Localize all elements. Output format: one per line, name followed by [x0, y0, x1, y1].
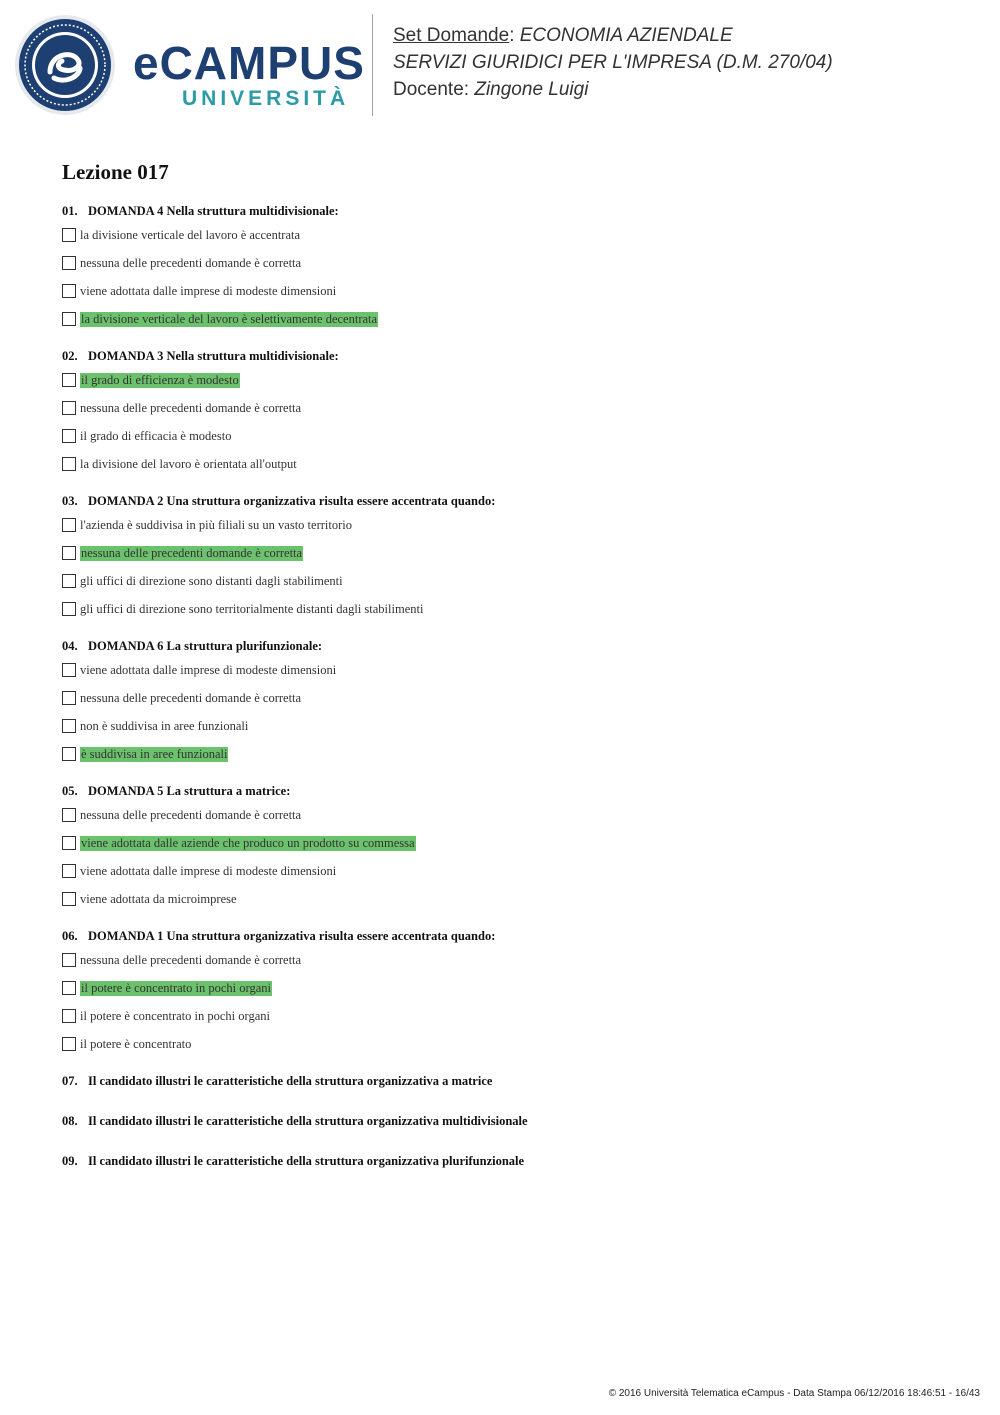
answer-checkbox[interactable]	[62, 1009, 76, 1023]
question-text: DOMANDA 5 La struttura a matrice:	[88, 784, 291, 798]
answer-text: nessuna delle precedenti domande è corretta	[80, 952, 302, 967]
question-title	[62, 346, 962, 366]
page-header	[0, 0, 1000, 130]
teacher-line: Docente: Zingone Luigi	[393, 79, 589, 100]
brand-subtitle: UNIVERSITÀ	[182, 87, 350, 110]
teacher-label: Docente	[393, 79, 464, 100]
answer-text: nessuna delle precedenti domande è corretta	[80, 807, 302, 822]
question-text: DOMANDA 4 Nella struttura multidivisionale:	[88, 204, 339, 218]
answer-option[interactable]	[62, 801, 962, 829]
answer-checkbox[interactable]	[62, 953, 76, 967]
header-divider	[372, 14, 373, 116]
question-title	[62, 491, 962, 511]
open-question	[62, 1071, 962, 1091]
answer-checkbox[interactable]	[62, 981, 76, 995]
correct-answer-text: il potere è concentrato in pochi organi	[81, 980, 271, 995]
question-text: Il candidato illustri le caratteristiche della struttura organizzativa multidivisionale	[88, 1114, 528, 1128]
multiple-choice-list	[62, 201, 962, 1058]
answer-text: viene adottata dalle imprese di modeste dimensioni	[80, 662, 337, 677]
answer-text: il potere è concentrato in pochi organi	[80, 1008, 270, 1023]
course-name: ECONOMIA AZIENDALE	[519, 25, 733, 46]
answer-checkbox[interactable]	[62, 457, 76, 471]
question-block	[62, 201, 962, 333]
correct-answer-text: il grado di efficienza è modesto	[81, 372, 239, 387]
answer-checkbox[interactable]	[62, 602, 76, 616]
question-text: Il candidato illustri le caratteristiche della struttura organizzativa a matrice	[88, 1074, 493, 1088]
answer-option[interactable]	[62, 946, 962, 974]
answer-option[interactable]	[62, 422, 962, 450]
answer-option[interactable]	[62, 567, 962, 595]
question-number: 04.	[62, 639, 78, 653]
answer-checkbox[interactable]	[62, 401, 76, 415]
answer-text: l'azienda è suddivisa in più filiali su un vasto territorio	[80, 517, 352, 532]
answer-checkbox[interactable]	[62, 892, 76, 906]
program-line	[393, 49, 833, 76]
answer-text: viene adottata da microimprese	[80, 891, 237, 906]
answer-text: gli uffici di direzione sono territorialmente distanti dagli stabilimenti	[80, 601, 424, 616]
answer-option[interactable]	[62, 974, 962, 1002]
answer-checkbox[interactable]	[62, 546, 76, 560]
answer-text: la divisione verticale del lavoro è accentrata	[80, 227, 301, 242]
question-title	[62, 926, 962, 946]
answer-option[interactable]	[62, 394, 962, 422]
answer-checkbox[interactable]	[62, 284, 76, 298]
answer-checkbox[interactable]	[62, 836, 76, 850]
answer-option[interactable]	[62, 511, 962, 539]
answer-checkbox[interactable]	[62, 719, 76, 733]
questions-container	[62, 201, 962, 1191]
answer-option[interactable]	[62, 740, 962, 768]
answer-option[interactable]	[62, 249, 962, 277]
question-text: Il candidato illustri le caratteristiche della struttura organizzativa plurifunzionale	[88, 1154, 525, 1168]
answer-checkbox[interactable]	[62, 256, 76, 270]
answer-text: gli uffici di direzione sono distanti dagli stabilimenti	[80, 573, 343, 588]
correct-answer-text: nessuna delle precedenti domande è corretta	[81, 545, 303, 560]
answer-option[interactable]	[62, 1002, 962, 1030]
question-title	[62, 636, 962, 656]
answer-option[interactable]	[62, 885, 962, 913]
question-title	[62, 781, 962, 801]
correct-answer-text: è suddivisa in aree funzionali	[81, 746, 228, 761]
question-block	[62, 926, 962, 1058]
header-info	[393, 22, 833, 103]
answer-checkbox[interactable]	[62, 663, 76, 677]
open-question	[62, 1151, 962, 1171]
answer-checkbox[interactable]	[62, 312, 76, 326]
question-block	[62, 491, 962, 623]
answer-option[interactable]	[62, 684, 962, 712]
question-block	[62, 346, 962, 478]
brand-name: eCAMPUS	[133, 37, 365, 89]
question-block	[62, 636, 962, 768]
question-text: DOMANDA 6 La struttura plurifunzionale:	[88, 639, 323, 653]
answer-option[interactable]	[62, 829, 962, 857]
lesson-title: Lezione 017	[62, 160, 169, 184]
answer-option[interactable]	[62, 539, 962, 567]
question-text: DOMANDA 2 Una struttura organizzativa risulta essere accentrata quando:	[88, 494, 496, 508]
question-number: 07.	[62, 1074, 78, 1088]
answer-checkbox[interactable]	[62, 864, 76, 878]
answer-checkbox[interactable]	[62, 228, 76, 242]
correct-answer-text: viene adottata dalle aziende che produco un prodotto su commessa	[81, 835, 415, 850]
answer-text: il potere è concentrato	[80, 1036, 192, 1051]
answer-checkbox[interactable]	[62, 691, 76, 705]
answer-text: nessuna delle precedenti domande è corretta	[80, 690, 302, 705]
seal-icon	[14, 14, 116, 116]
answer-option[interactable]	[62, 656, 962, 684]
correct-answer-text: la divisione verticale del lavoro è selettivamente decentrata	[81, 311, 378, 326]
answer-option[interactable]	[62, 277, 962, 305]
page-footer: © 2016 Università Telematica eCampus - Data Stampa 06/12/2016 18:46:51 - 16/43	[608, 1388, 980, 1399]
answer-text: viene adottata dalle imprese di modeste dimensioni	[80, 863, 337, 878]
answer-checkbox[interactable]	[62, 429, 76, 443]
answer-option[interactable]	[62, 450, 962, 478]
question-number: 03.	[62, 494, 78, 508]
answer-option[interactable]	[62, 221, 962, 249]
answer-checkbox[interactable]	[62, 747, 76, 761]
question-title	[62, 201, 962, 221]
question-number: 08.	[62, 1114, 78, 1128]
question-block	[62, 781, 962, 913]
question-text: DOMANDA 3 Nella struttura multidivisionale:	[88, 349, 339, 363]
answer-option[interactable]	[62, 857, 962, 885]
answer-text: nessuna delle precedenti domande è corretta	[80, 255, 302, 270]
question-number: 02.	[62, 349, 78, 363]
teacher-name: Zingone Luigi	[474, 79, 589, 100]
answer-text: nessuna delle precedenti domande è corretta	[80, 400, 302, 415]
question-number: 06.	[62, 929, 78, 943]
answer-option[interactable]	[62, 305, 962, 333]
university-seal-logo	[14, 14, 116, 116]
answer-checkbox[interactable]	[62, 574, 76, 588]
answer-checkbox[interactable]	[62, 373, 76, 387]
program-name: SERVIZI GIURIDICI PER L'IMPRESA (D.M. 270/04)	[393, 52, 833, 73]
open-question-list	[62, 1071, 962, 1171]
answer-text: il grado di efficacia è modesto	[80, 428, 232, 443]
answer-option[interactable]	[62, 1030, 962, 1058]
answer-checkbox[interactable]	[62, 1037, 76, 1051]
question-number: 09.	[62, 1154, 78, 1168]
set-label: Set Domande	[393, 25, 510, 46]
answer-option[interactable]	[62, 595, 962, 623]
open-question	[62, 1111, 962, 1131]
answer-text: la divisione del lavoro è orientata all'output	[80, 456, 297, 471]
course-line: Set Domande: ECONOMIA AZIENDALE	[393, 25, 733, 46]
answer-checkbox[interactable]	[62, 518, 76, 532]
answer-text: viene adottata dalle imprese di modeste dimensioni	[80, 283, 337, 298]
question-number: 01.	[62, 204, 78, 218]
question-number: 05.	[62, 784, 78, 798]
answer-option[interactable]	[62, 712, 962, 740]
question-text: DOMANDA 1 Una struttura organizzativa risulta essere accentrata quando:	[88, 929, 496, 943]
answer-checkbox[interactable]	[62, 808, 76, 822]
answer-option[interactable]	[62, 366, 962, 394]
answer-text: non è suddivisa in aree funzionali	[80, 718, 249, 733]
